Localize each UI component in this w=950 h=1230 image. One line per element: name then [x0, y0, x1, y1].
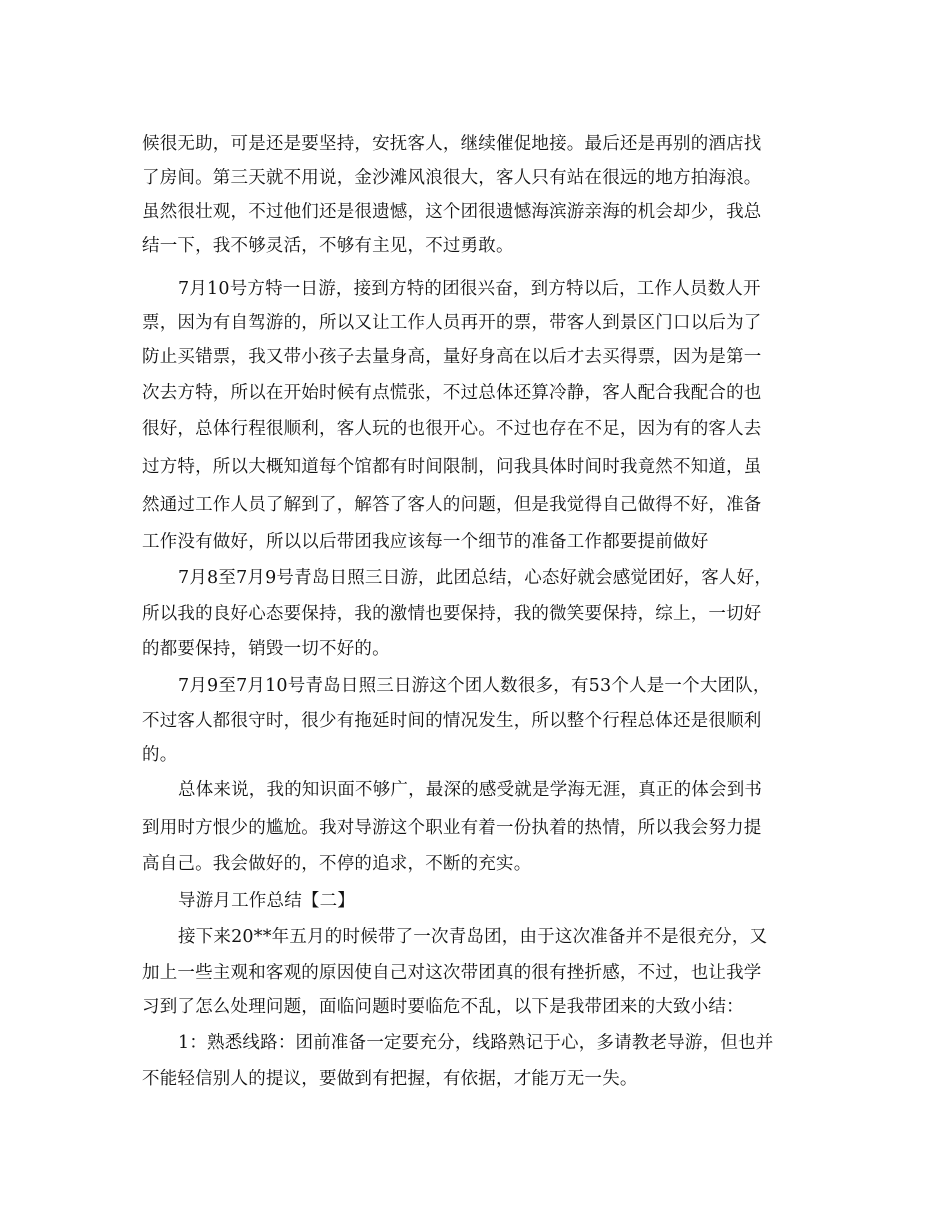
text-line: 次去方特，所以在开始时候有点慌张，不过总体还算冷静，客人配合我配合的也 [142, 383, 762, 403]
text-line: 工作没有做好，所以以后带团我应该每一个细节的准备工作都要提前做好 [142, 532, 709, 552]
text-line: 所以我的良好心态要保持，我的激情也要保持，我的微笑要保持，综上，一切好 [142, 604, 762, 624]
text-line: 过方特，所以大概知道每个馆都有时间限制，问我具体时间时我竟然不知道，虽 [142, 457, 762, 477]
text-line: 防止买错票，我又带小孩子去量身高，量好身高在以后才去买得票，因为是第一 [142, 347, 762, 367]
paragraph-first-line: 7月10号方特一日游，接到方特的团很兴奋，到方特以后，工作人员数人开 [178, 279, 761, 299]
text-line: 到用时方恨少的尴尬。我对导游这个职业有着一份执着的热情，所以我会努力提 [142, 818, 762, 838]
paragraph-first-line: 7月8至7月9号青岛日照三日游，此团总结，心态好就会感觉团好，客人好， [178, 568, 773, 588]
section-heading: 导游月工作总结【二】 [178, 891, 355, 911]
text-line: 然通过工作人员了解到了，解答了客人的问题，但是我觉得自己做得不好，准备 [142, 495, 762, 515]
paragraph-first-line: 总体来说，我的知识面不够广，最深的感受就是学海无涯，真正的体会到书 [178, 780, 763, 800]
text-line: 习到了怎么处理问题，面临问题时要临危不乱，以下是我带团来的大致小结： [142, 997, 744, 1017]
text-line: 候很无助，可是还是要坚持，安抚客人，继续催促地接。最后还是再别的酒店找 [142, 134, 762, 154]
text-line: 虽然很壮观，不过他们还是很遗憾，这个团很遗憾海滨游亲海的机会却少，我总 [142, 202, 762, 222]
text-line: 不过客人都很守时，很少有拖延时间的情况发生，所以整个行程总体还是很顺利 [142, 711, 762, 731]
text-line: 的。 [142, 745, 178, 765]
text-line: 很好，总体行程很顺利，客人玩的也很开心。不过也存在不足，因为有的客人去 [142, 419, 762, 439]
text-line: 票，因为有自驾游的，所以又让工作人员再开的票，带客人到景区门口以后为了 [142, 313, 762, 333]
text-line: 加上一些主观和客观的原因使自己对这次带团真的很有挫折感，不过，也让我学 [142, 963, 762, 983]
text-line: 的都要保持，销毁一切不好的。 [142, 639, 390, 659]
text-line: 结一下，我不够灵活，不够有主见，不过勇敢。 [142, 236, 514, 256]
paragraph-first-line: 接下来20**年五月的时候带了一次青岛团，由于这次准备并不是很充分，又 [178, 927, 768, 947]
paragraph-first-line: 7月9至7月10号青岛日照三日游这个团人数很多，有53个人是一个大团队， [178, 676, 771, 696]
text-line: 了房间。第三天就不用说，金沙滩风浪很大，客人只有站在很远的地方拍海浪。 [142, 168, 762, 188]
text-line: 高自己。我会做好的，不停的追求，不断的充实。 [142, 854, 532, 874]
paragraph-first-line: 1：熟悉线路：团前准备一定要充分，线路熟记于心，多请教老导游，但也并 [178, 1033, 774, 1053]
text-line: 不能轻信别人的提议，要做到有把握，有依据，才能万无一失。 [142, 1069, 638, 1089]
